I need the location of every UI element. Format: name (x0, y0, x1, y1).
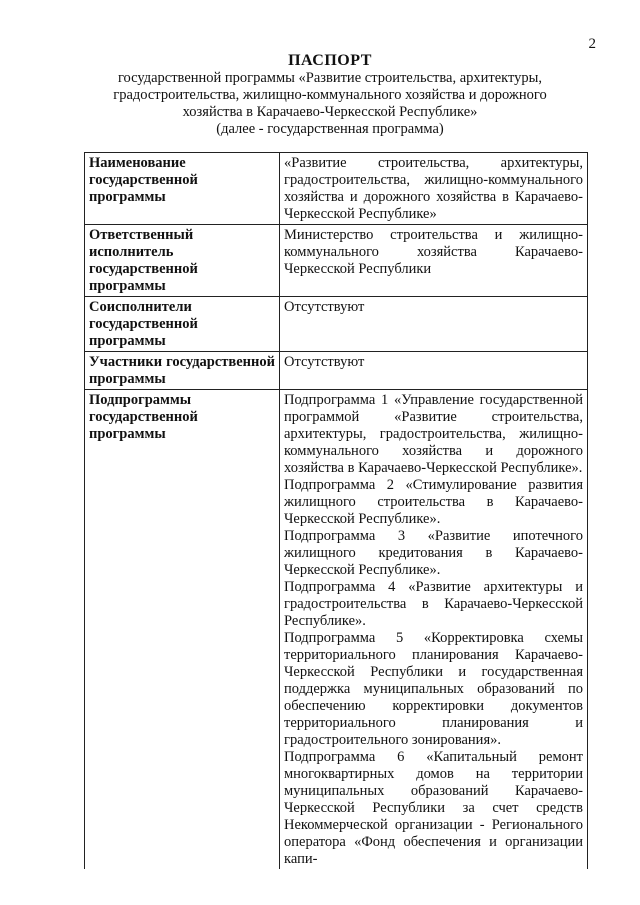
row-value-subprograms (280, 390, 588, 870)
row-value-responsible-executor: Министерство строительства и жилищно-коммунального хозяйства Карачаево-Черкесской Республики (280, 225, 588, 297)
table-row (85, 153, 588, 225)
row-label-subprograms: Подпрограммы государственной программы (85, 390, 280, 870)
passport-table (84, 152, 588, 869)
row-label-co-executors: Соисполнители государственной программы (85, 297, 280, 352)
header-line-2: градостроительства, жилищно-коммунального хозяйства и дорожного (113, 87, 547, 103)
row-label-program-name: Наименование государственной программы (85, 153, 280, 225)
subprogram-item-1: Подпрограмма 1 «Управление государственной программой «Развитие строительства, архитектуры, градостроительства, жилищно-коммунального хозяйства и дорожного хозяйства в Карачаево-Черкесской Республике». (284, 392, 583, 476)
header-line-4: (далее - государственная программа) (216, 121, 444, 137)
row-value-program-name: «Развитие строительства, архитектуры, градостроительства, жилищно-коммунального хозяйства и дорожного хозяйства в Карачаево-Черкесской Республике» (280, 153, 588, 225)
page-number: 2 (588, 36, 596, 52)
subprogram-item-3: Подпрограмма 3 «Развитие ипотечного жилищного кредитования в Карачаево-Черкесской Республике». (284, 528, 583, 578)
document-title: ПАСПОРТ (288, 52, 372, 69)
row-label-participants: Участники государственной программы (85, 352, 280, 390)
table-row (85, 390, 588, 870)
row-value-co-executors: Отсутствуют (280, 297, 588, 352)
subprogram-item-4: Подпрограмма 4 «Развитие архитектуры и градостроительства в Карачаево-Черкесской Республике». (284, 579, 583, 629)
subprogram-item-6: Подпрограмма 6 «Капитальный ремонт многоквартирных домов на территории муниципальных образований Карачаево-Черкесской Республики за счет средств Некоммерческой организации - Регионального оператора «Фонд обеспечения и организации капи- (284, 749, 583, 867)
table-row (85, 225, 588, 297)
row-value-participants: Отсутствуют (280, 352, 588, 390)
document-header (60, 52, 600, 138)
table-row (85, 352, 588, 390)
row-label-responsible-executor: Ответственный исполнитель государственной программы (85, 225, 280, 297)
table-row (85, 297, 588, 352)
header-line-3: хозяйства в Карачаево-Черкесской Республике» (182, 104, 478, 120)
subprogram-item-5: Подпрограмма 5 «Корректировка схемы территориального планирования Карачаево-Черкесской Республики и государственная поддержка муниципальных образований по обеспечению корректировки документов территориального планирования и градостроительного зонирования». (284, 630, 583, 748)
subprogram-item-2: Подпрограмма 2 «Стимулирование развития жилищного строительства в Карачаево-Черкесской Республике». (284, 477, 583, 527)
header-line-1: государственной программы «Развитие строительства, архитектуры, (117, 70, 543, 86)
